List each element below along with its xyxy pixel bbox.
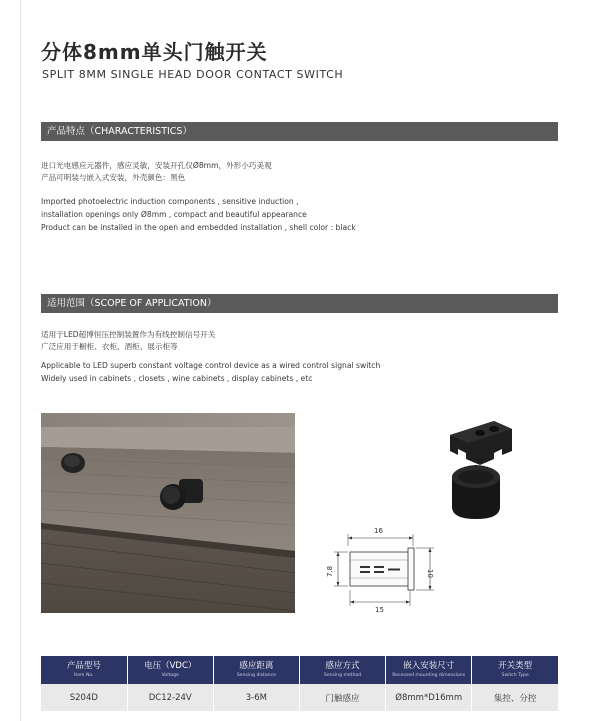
header-item-no: 产品型号 Item No. xyxy=(41,656,127,684)
characteristics-en-line-2: installation openings only Ø8mm , compact and beautiful appearance xyxy=(41,210,307,219)
page-margin-rule xyxy=(20,0,21,721)
application-cn-line-1: 适用于LED超博恒压控制装置作为有线控制信号开关 xyxy=(41,330,216,339)
product-title-en: SPLIT 8MM SINGLE HEAD DOOR CONTACT SWITCH xyxy=(42,68,344,81)
application-en-line-2: Widely used in cabinets , closets , wine cabinets , display cabinets , etc xyxy=(41,374,313,383)
dimension-top-length: 16 xyxy=(374,527,383,535)
cell-sensing-method: 门触感应 xyxy=(299,684,385,711)
characteristics-cn-line-1: 进口光电感应元器件，感应灵敏，安装开孔仅Ø8mm，外形小巧美观 xyxy=(41,161,272,170)
specification-table xyxy=(41,656,558,711)
table-row xyxy=(41,684,558,711)
dimension-drawing xyxy=(318,520,448,620)
characteristics-cn-line-2: 产品可明装与嵌入式安装，外壳颜色：黑色 xyxy=(41,173,186,182)
header-switch-type: 开关类型 Switch Type xyxy=(472,656,558,684)
dimension-bottom-length: 15 xyxy=(375,606,384,614)
cell-voltage: DC12-24V xyxy=(127,684,213,711)
dimension-left-height: 7.8 xyxy=(326,565,334,577)
header-voltage: 电压（VDC） Voltage xyxy=(127,656,213,684)
cabinet-installation-photo xyxy=(41,413,295,613)
header-sensing-distance: 感应距离 Sensing distance xyxy=(213,656,299,684)
switch-product-image xyxy=(436,413,526,523)
product-title-cn: 分体8mm单头门触开关 xyxy=(41,40,268,64)
application-cn-line-2: 广泛应用于橱柜、衣柜、酒柜、展示柜等 xyxy=(41,342,178,351)
cell-sensing-distance: 3-6M xyxy=(213,684,299,711)
header-sensing-method: 感应方式 Sensing method xyxy=(299,656,385,684)
cell-mounting-dimensions: Ø8mm*D16mm xyxy=(386,684,472,711)
characteristics-en-line-1: Imported photoelectric induction components , sensitive induction , xyxy=(41,197,299,206)
characteristics-heading: 产品特点（CHARACTERISTICS） xyxy=(41,122,558,141)
application-heading: 适用范围（SCOPE OF APPLICATION） xyxy=(41,294,558,313)
header-mounting-dimensions: 嵌入安装尺寸 Recessed mounting dimensions xyxy=(386,656,472,684)
application-en-line-1: Applicable to LED superb constant voltage control device as a wired control signal switch xyxy=(41,361,381,370)
characteristics-en-line-3: Product can be installed in the open and embedded installation , shell color : black xyxy=(41,223,356,232)
cell-item-no: S204D xyxy=(41,684,127,711)
cell-switch-type: 集控、分控 xyxy=(472,684,558,711)
table-header-row xyxy=(41,656,558,684)
dimension-right-height: 10 xyxy=(426,569,434,578)
